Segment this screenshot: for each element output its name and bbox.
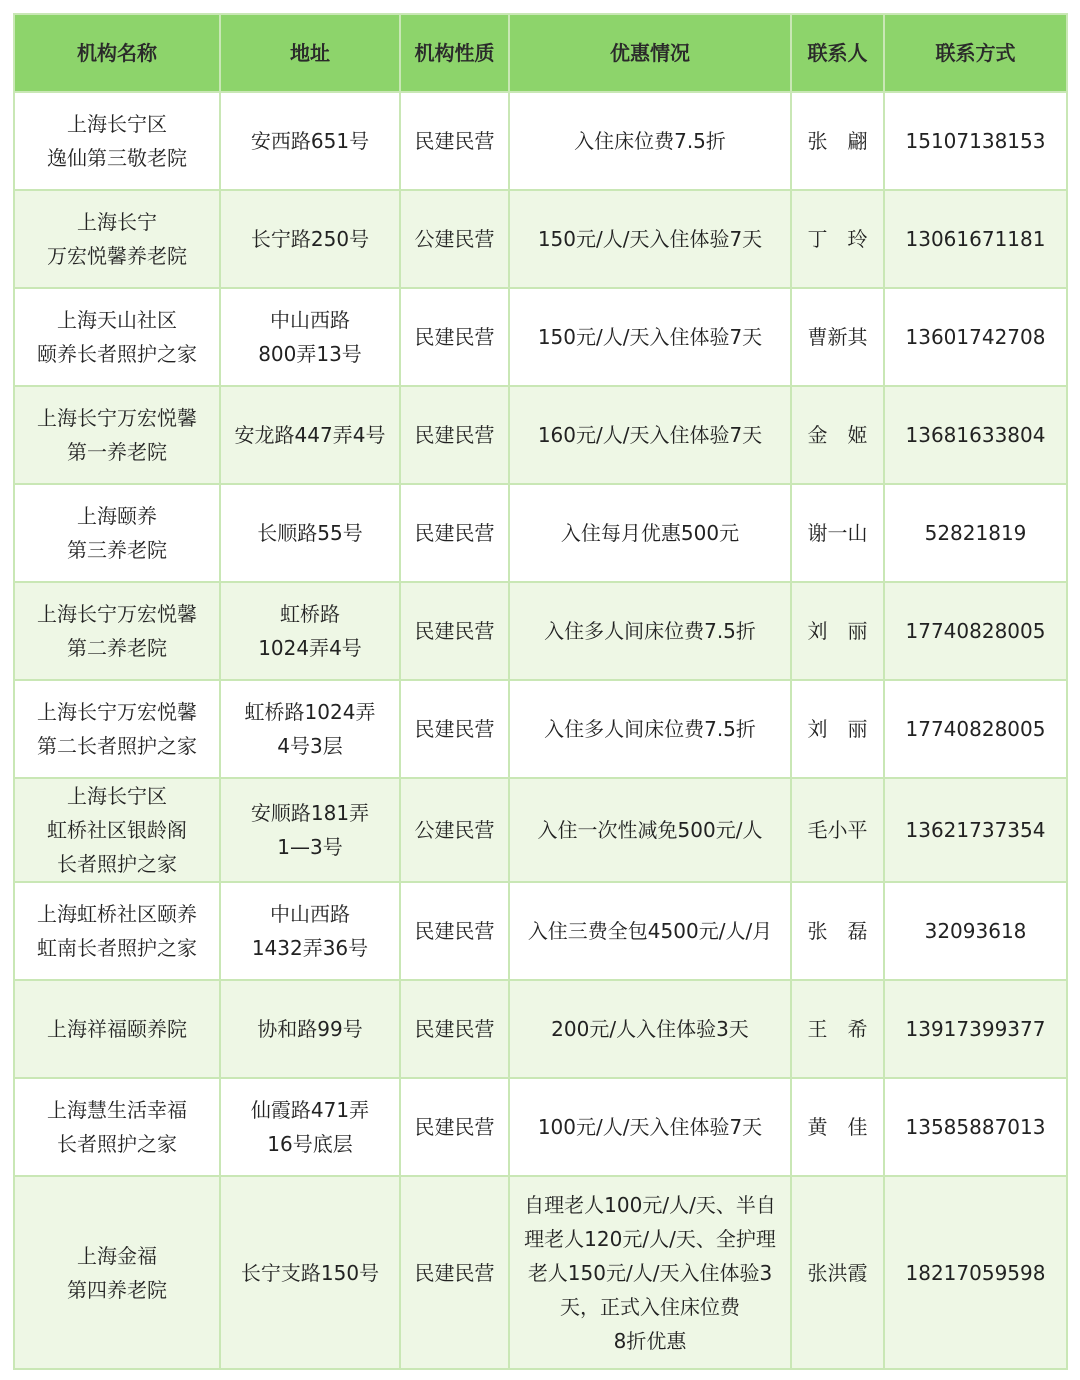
cell-type: 民建民营 [400,582,509,680]
elderly-care-institution-table [13,13,1068,1370]
header-phone: 联系方式 [884,14,1067,92]
cell-type: 民建民营 [400,1078,509,1176]
cell-offer: 160元/人/天入住体验7天 [509,386,791,484]
cell-offer: 自理老人100元/人/天、半自 理老人120元/人/天、全护理 老人150元/人/天入住体验3 天，正式入住床位费 8折优惠 [509,1176,791,1369]
cell-phone: 13621737354 [884,778,1067,882]
cell-phone: 13917399377 [884,980,1067,1078]
cell-contact: 曹新其 [791,288,884,386]
cell-address: 中山西路 800弄13号 [220,288,400,386]
cell-offer: 入住三费全包4500元/人/月 [509,882,791,980]
cell-phone: 17740828005 [884,680,1067,778]
cell-phone: 13681633804 [884,386,1067,484]
cell-type: 公建民营 [400,190,509,288]
cell-name: 上海虹桥社区颐养 虹南长者照护之家 [14,882,220,980]
cell-name: 上海长宁万宏悦馨 第二养老院 [14,582,220,680]
cell-offer: 入住多人间床位费7.5折 [509,582,791,680]
cell-type: 民建民营 [400,1176,509,1369]
table-row [14,778,1067,882]
cell-address: 安顺路181弄 1—3号 [220,778,400,882]
table-row [14,882,1067,980]
cell-contact: 谢一山 [791,484,884,582]
cell-address: 安龙路447弄4号 [220,386,400,484]
cell-name: 上海长宁万宏悦馨 第一养老院 [14,386,220,484]
table-row [14,582,1067,680]
cell-offer: 200元/人入住体验3天 [509,980,791,1078]
cell-contact: 王 希 [791,980,884,1078]
cell-type: 公建民营 [400,778,509,882]
cell-offer: 150元/人/天入住体验7天 [509,190,791,288]
cell-offer: 100元/人/天入住体验7天 [509,1078,791,1176]
cell-phone: 32093618 [884,882,1067,980]
cell-type: 民建民营 [400,484,509,582]
cell-address: 虹桥路 1024弄4号 [220,582,400,680]
cell-contact: 刘 丽 [791,582,884,680]
cell-type: 民建民营 [400,288,509,386]
cell-type: 民建民营 [400,980,509,1078]
cell-offer: 入住多人间床位费7.5折 [509,680,791,778]
table-row [14,1176,1067,1369]
cell-phone: 15107138153 [884,92,1067,190]
cell-address: 长宁路250号 [220,190,400,288]
cell-phone: 13061671181 [884,190,1067,288]
table-header-row [14,14,1067,92]
cell-address: 虹桥路1024弄 4号3层 [220,680,400,778]
cell-contact: 刘 丽 [791,680,884,778]
table-row [14,386,1067,484]
header-contact: 联系人 [791,14,884,92]
cell-name: 上海天山社区 颐养长者照护之家 [14,288,220,386]
cell-contact: 金 姬 [791,386,884,484]
cell-phone: 17740828005 [884,582,1067,680]
cell-type: 民建民营 [400,386,509,484]
cell-contact: 黄 佳 [791,1078,884,1176]
cell-contact: 张 磊 [791,882,884,980]
header-address: 地址 [220,14,400,92]
cell-phone: 13601742708 [884,288,1067,386]
cell-address: 安西路651号 [220,92,400,190]
cell-offer: 入住一次性减免500元/人 [509,778,791,882]
cell-phone: 18217059598 [884,1176,1067,1369]
cell-offer: 入住每月优惠500元 [509,484,791,582]
cell-phone: 13585887013 [884,1078,1067,1176]
cell-name: 上海长宁区 逸仙第三敬老院 [14,92,220,190]
table-row [14,190,1067,288]
header-offer: 优惠情况 [509,14,791,92]
cell-name: 上海金福 第四养老院 [14,1176,220,1369]
cell-address: 中山西路 1432弄36号 [220,882,400,980]
cell-contact: 丁 玲 [791,190,884,288]
cell-contact: 张洪霞 [791,1176,884,1369]
cell-name: 上海长宁万宏悦馨 第二长者照护之家 [14,680,220,778]
cell-address: 长顺路55号 [220,484,400,582]
cell-offer: 入住床位费7.5折 [509,92,791,190]
cell-address: 仙霞路471弄 16号底层 [220,1078,400,1176]
table-row [14,680,1067,778]
table-row [14,980,1067,1078]
cell-contact: 毛小平 [791,778,884,882]
cell-offer: 150元/人/天入住体验7天 [509,288,791,386]
cell-type: 民建民营 [400,680,509,778]
cell-name: 上海长宁 万宏悦馨养老院 [14,190,220,288]
table-row [14,484,1067,582]
cell-address: 协和路99号 [220,980,400,1078]
cell-name: 上海颐养 第三养老院 [14,484,220,582]
header-name: 机构名称 [14,14,220,92]
cell-contact: 张 翩 [791,92,884,190]
table-row [14,92,1067,190]
cell-name: 上海长宁区 虹桥社区银龄阁 长者照护之家 [14,778,220,882]
cell-phone: 52821819 [884,484,1067,582]
cell-type: 民建民营 [400,92,509,190]
cell-address: 长宁支路150号 [220,1176,400,1369]
table-row [14,288,1067,386]
cell-name: 上海慧生活幸福 长者照护之家 [14,1078,220,1176]
cell-type: 民建民营 [400,882,509,980]
cell-name: 上海祥福颐养院 [14,980,220,1078]
header-type: 机构性质 [400,14,509,92]
table-row [14,1078,1067,1176]
institution-table-container [13,13,1066,1370]
